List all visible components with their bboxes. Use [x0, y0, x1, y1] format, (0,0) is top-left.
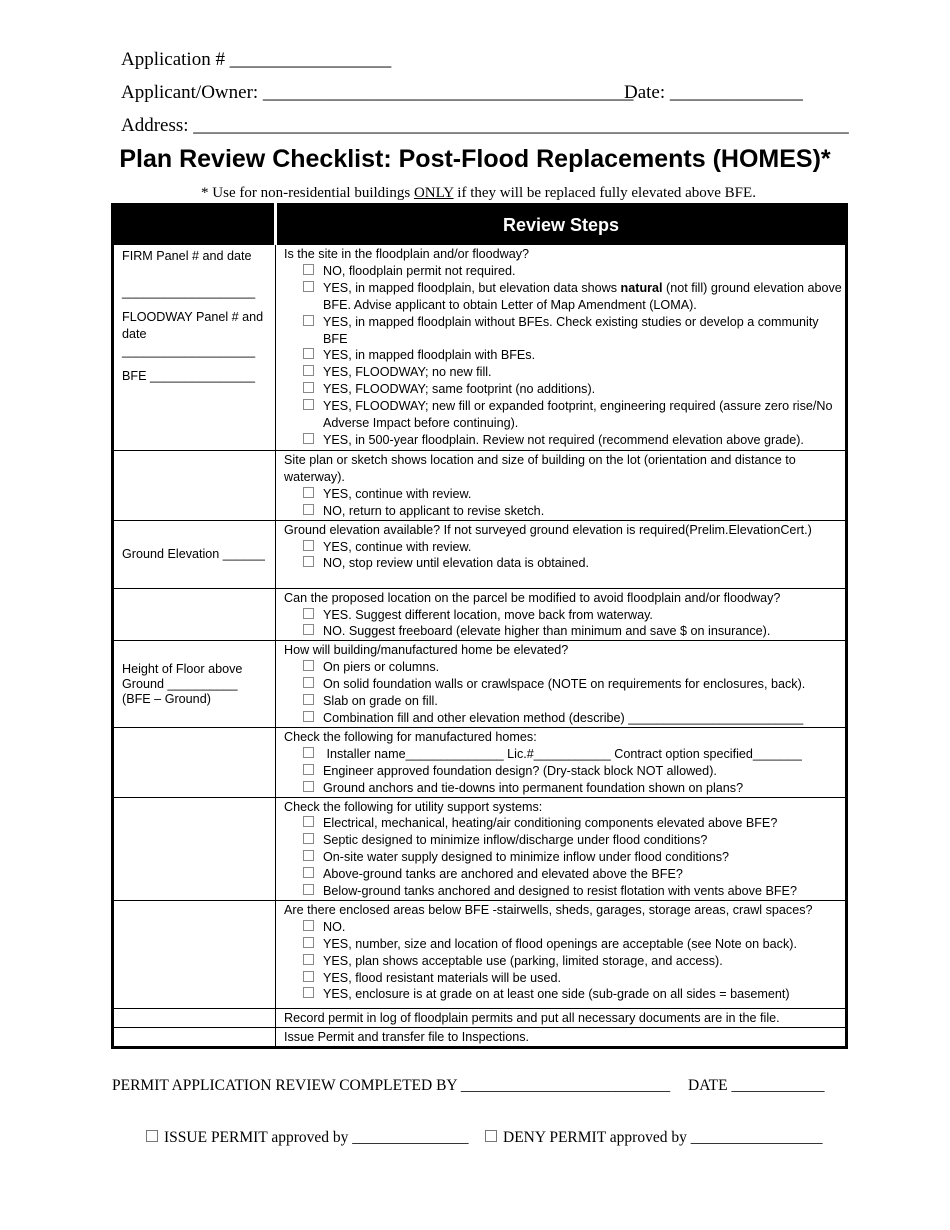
checkbox-icon[interactable] [303, 608, 314, 619]
checklist-option[interactable] [303, 919, 845, 936]
option-text: NO. Suggest freeboard (elevate higher than minimum and save $ on insurance). [323, 624, 771, 639]
checkbox-icon[interactable] [303, 971, 314, 982]
option-text: NO, stop review until elevation data is obtained. [323, 556, 590, 571]
checklist-option[interactable] [303, 710, 845, 727]
note-pre: * Use for non-residential buildings [201, 185, 414, 201]
option-text: YES, flood resistant materials will be used. [323, 970, 561, 985]
option-text: Below-ground tanks anchored and designed to resist flotation with vents above BFE? [323, 884, 797, 899]
checklist-option[interactable] [303, 280, 845, 314]
floor-height-formula: (BFE – Ground) [122, 692, 211, 707]
checkbox-icon[interactable] [303, 747, 314, 758]
checkbox-icon[interactable] [303, 954, 314, 965]
checklist-option[interactable] [303, 780, 845, 797]
option-text: Engineer approved foundation design? (Dry-stack block NOT allowed). [323, 763, 717, 778]
address-field[interactable]: Address: _____________________________________________________________________ [121, 115, 849, 136]
checkbox-icon[interactable] [303, 264, 314, 275]
checkbox-icon[interactable] [303, 987, 314, 998]
table-row [113, 520, 847, 588]
checklist-option[interactable] [303, 314, 845, 348]
row-label-cell [113, 1027, 276, 1047]
checkbox-icon[interactable] [303, 833, 314, 844]
checklist-option[interactable] [303, 986, 845, 1003]
applicant-owner-field[interactable]: Applicant/Owner: _______________________________________ [121, 82, 634, 103]
review-steps-header: Review Steps [276, 205, 847, 245]
checklist-option[interactable] [303, 883, 845, 900]
checkbox-icon[interactable] [485, 1130, 497, 1142]
step-question: Issue Permit and transfer file to Inspections. [284, 1029, 529, 1044]
checkbox-icon[interactable] [303, 540, 314, 551]
row-label-cell [113, 797, 276, 900]
checkbox-icon[interactable] [303, 764, 314, 775]
table-row [113, 727, 847, 797]
checkbox-icon[interactable] [303, 433, 314, 444]
table-row [113, 451, 847, 521]
review-step-cell [276, 588, 847, 641]
step-question: Ground elevation available? If not surveyed ground elevation is required(Prelim.ElevationCert.) [284, 522, 812, 537]
step-question: Can the proposed location on the parcel be modified to avoid floodplain and/or floodway? [284, 590, 781, 605]
option-text: Installer name______________ Lic.#___________ Contract option specified_______ [323, 746, 802, 761]
checklist-option[interactable] [303, 347, 845, 364]
checklist-option[interactable] [303, 936, 845, 953]
option-text: YES, FLOODWAY; same footprint (no additions). [323, 382, 596, 397]
checklist-option[interactable] [303, 866, 845, 883]
checkbox-icon[interactable] [303, 660, 314, 671]
table-row [113, 900, 847, 1008]
option-text: NO, return to applicant to revise sketch. [323, 503, 545, 518]
review-step-cell [276, 1027, 847, 1047]
option-text: YES, in 500-year floodplain. Review not required (recommend elevation above grade). [323, 432, 804, 447]
option-text: YES, enclosure is at grade on at least one side (sub-grade on all sides = basement) [323, 987, 790, 1002]
header-blank-cell [113, 205, 276, 245]
checklist-option[interactable] [303, 607, 845, 624]
option-text: NO. [323, 919, 346, 934]
checklist-option[interactable] [303, 676, 845, 693]
checkbox-icon[interactable] [303, 624, 314, 635]
checkbox-icon[interactable] [303, 556, 314, 567]
checkbox-icon[interactable] [303, 504, 314, 515]
option-text: On-site water supply designed to minimize inflow under flood conditions? [323, 850, 730, 865]
review-step-cell [276, 451, 847, 521]
option-text: YES, number, size and location of flood openings are acceptable (see Note on back). [323, 936, 797, 951]
option-text: NO, floodplain permit not required. [323, 263, 516, 278]
option-text: YES, FLOODWAY; new fill or expanded footprint, engineering required (assure zero rise/No Adverse Impact before continuing). [323, 399, 833, 431]
checkbox-icon[interactable] [303, 711, 314, 722]
row-label-cell [113, 1008, 276, 1027]
checklist-option[interactable] [303, 503, 845, 520]
option-text: On piers or columns. [323, 660, 440, 675]
checkbox-icon[interactable] [303, 487, 314, 498]
note-emphasis: ONLY [413, 185, 454, 201]
checkbox-icon[interactable] [303, 850, 314, 861]
checkbox-icon[interactable] [303, 382, 314, 393]
checkbox-icon[interactable] [303, 884, 314, 895]
checklist-option[interactable] [303, 970, 845, 987]
step-question: Is the site in the floodplain and/or floodway? [284, 247, 530, 261]
row-label-cell [113, 520, 276, 588]
review-step-cell [276, 900, 847, 1008]
firm-panel-label[interactable]: FIRM Panel # and date [122, 249, 252, 263]
step-question: How will building/manufactured home be elevated? [284, 643, 569, 658]
option-text: YES, in mapped floodplain with BFEs. [323, 348, 536, 363]
firm-panel-blank[interactable]: ___________________ [122, 284, 256, 299]
checklist-option[interactable] [303, 555, 845, 572]
natural-emphasis: natural [620, 280, 663, 295]
option-text: Ground anchors and tie-downs into permanent foundation shown on plans? [323, 780, 744, 795]
checklist-option[interactable] [303, 746, 845, 763]
table-row [113, 1027, 847, 1047]
checklist-option[interactable] [303, 815, 845, 832]
step-question: Site plan or sketch shows location and size of building on the lot (orientation and distance to waterway). [284, 453, 796, 484]
checkbox-icon[interactable] [303, 781, 314, 792]
table-header-row [113, 205, 847, 245]
checkbox-icon[interactable] [146, 1130, 158, 1142]
checkbox-icon[interactable] [303, 694, 314, 705]
option-text: Electrical, mechanical, heating/air conditioning components elevated above BFE? [323, 816, 778, 831]
row-label-cell [113, 451, 276, 521]
checklist-option[interactable] [303, 623, 845, 640]
option-text: YES, in mapped floodplain without BFEs. Check existing studies or develop a community BFE [323, 314, 819, 346]
review-step-cell [276, 520, 847, 588]
date-field[interactable]: Date: ______________ [624, 82, 803, 103]
checklist-option[interactable] [303, 832, 845, 849]
floodway-panel-blank[interactable]: ___________________ [122, 343, 256, 358]
review-step-cell [276, 797, 847, 900]
option-text: YES, continue with review. [323, 539, 472, 554]
table-row [113, 797, 847, 900]
review-step-cell [276, 727, 847, 797]
checklist-option[interactable] [303, 432, 845, 449]
note-post: if they will be replaced fully elevated above BFE. [453, 185, 756, 201]
table-row [113, 245, 847, 451]
checklist-option[interactable] [303, 486, 845, 503]
floor-height-label[interactable]: Height of Floor above Ground __________ [122, 662, 243, 692]
checkbox-icon[interactable] [303, 348, 314, 359]
option-text: Slab on grade on fill. [323, 694, 438, 709]
deny-permit-option[interactable] [485, 1129, 822, 1147]
checkbox-icon[interactable] [303, 399, 314, 410]
option-text: YES, FLOODWAY; no new fill. [323, 365, 492, 380]
issue-permit-option[interactable] [146, 1129, 469, 1147]
step-question: Check the following for utility support systems: [284, 799, 543, 814]
bfe-label[interactable]: BFE _______________ [122, 368, 256, 383]
checklist-option[interactable] [303, 539, 845, 556]
row-label-cell [113, 727, 276, 797]
checklist-option[interactable] [303, 849, 845, 866]
review-date-field[interactable]: DATE ____________ [688, 1077, 825, 1094]
option-text: Septic designed to minimize inflow/discharge under flood conditions? [323, 833, 708, 848]
checklist-option[interactable] [303, 659, 845, 676]
review-step-cell [276, 1008, 847, 1027]
review-step-cell [276, 641, 847, 728]
application-number-field[interactable]: Application # _________________ [121, 49, 392, 70]
option-text: YES. Suggest different location, move back from waterway. [323, 607, 653, 622]
table-row [113, 641, 847, 728]
checklist-option[interactable] [303, 953, 845, 970]
deny-permit-label: DENY PERMIT approved by _________________ [503, 1129, 823, 1146]
checklist-option[interactable] [303, 381, 845, 398]
step-question: Are there enclosed areas below BFE -stairwells, sheds, garages, storage areas, crawl spaces? [284, 902, 813, 917]
ground-elevation-label[interactable]: Ground Elevation ______ [122, 547, 265, 562]
page-title: Plan Review Checklist: Post-Flood Replacements (HOMES)* [119, 145, 831, 173]
checkbox-icon[interactable] [303, 677, 314, 688]
option-text: Above-ground tanks are anchored and elevated above the BFE? [323, 867, 683, 882]
step-question: Check the following for manufactured homes: [284, 729, 537, 744]
row-label-cell [113, 588, 276, 641]
row-label-cell [113, 245, 276, 451]
usage-note [0, 185, 950, 202]
option-text: On solid foundation walls or crawlspace (NOTE on requirements for enclosures, back). [323, 677, 806, 692]
checklist-option[interactable] [303, 364, 845, 381]
checkbox-icon[interactable] [303, 816, 314, 827]
table-row [113, 588, 847, 641]
row-label-cell [113, 641, 276, 728]
checkbox-icon[interactable] [303, 281, 314, 292]
option-text: YES, in mapped floodplain, but elevation data shows [323, 280, 621, 295]
review-completed-by-field[interactable]: PERMIT APPLICATION REVIEW COMPLETED BY ___________________________ [112, 1077, 671, 1094]
checkbox-icon[interactable] [303, 315, 314, 326]
option-text: YES, plan shows acceptable use (parking, limited storage, and access). [323, 953, 723, 968]
step-question: Record permit in log of floodplain permits and put all necessary documents are in the file. [284, 1010, 780, 1025]
checkbox-icon[interactable] [303, 365, 314, 376]
checkbox-icon[interactable] [303, 937, 314, 948]
issue-permit-label: ISSUE PERMIT approved by _______________ [164, 1129, 469, 1146]
option-text: Combination fill and other elevation method (describe) _________________________ [323, 710, 804, 725]
checklist-option[interactable] [303, 763, 845, 780]
review-step-cell [276, 245, 847, 451]
checkbox-icon[interactable] [303, 920, 314, 931]
checkbox-icon[interactable] [303, 867, 314, 878]
checklist-option[interactable] [303, 398, 845, 432]
option-text-cont: (not fill) ground elevation above BFE. Advise applicant to obtain Letter of Map Amendment (LOMA). [323, 280, 842, 312]
review-checklist-table [111, 203, 848, 1049]
option-text: YES, continue with review. [323, 486, 472, 501]
table-row [113, 1008, 847, 1027]
checklist-option[interactable] [303, 263, 845, 280]
row-label-cell [113, 900, 276, 1008]
floodway-panel-label[interactable]: FLOODWAY Panel # and date [122, 309, 264, 341]
checklist-option[interactable] [303, 693, 845, 710]
